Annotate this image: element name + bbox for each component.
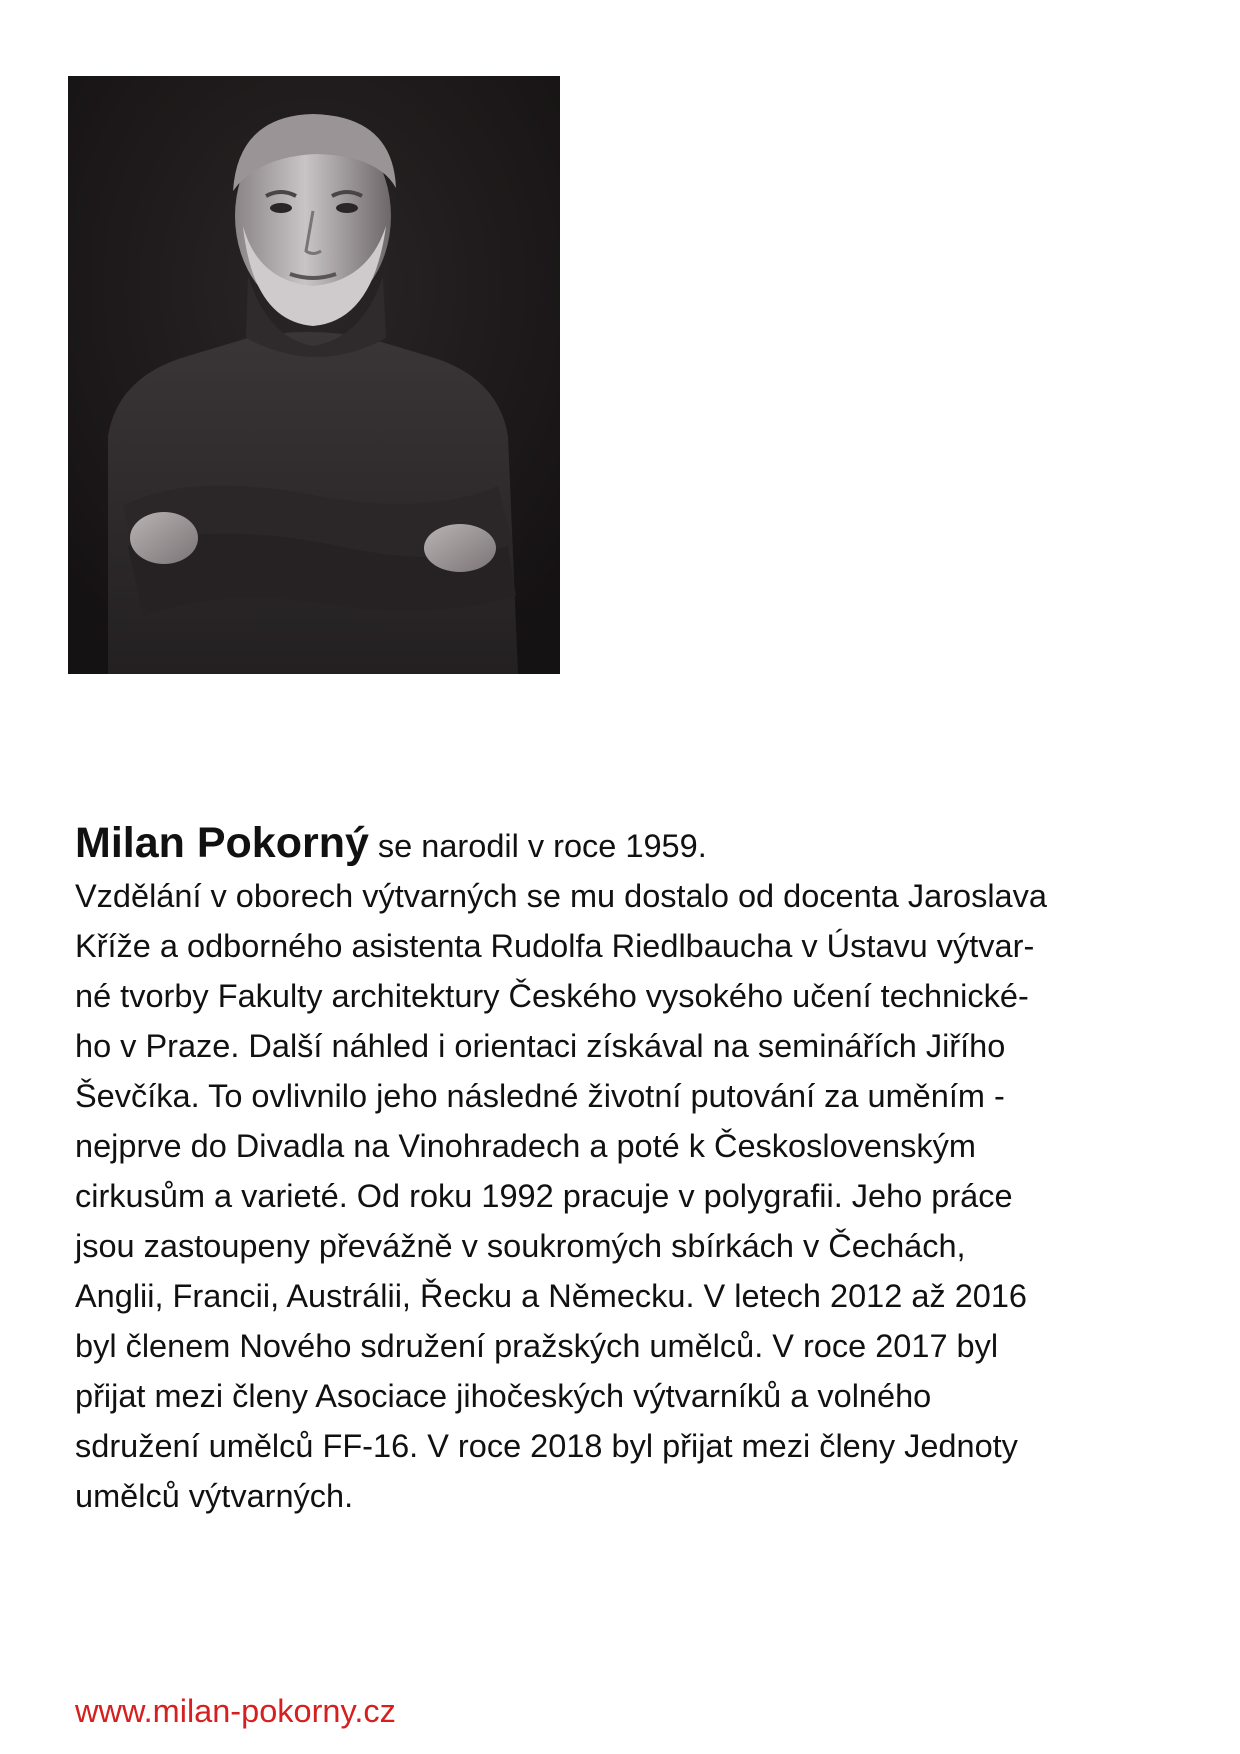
portrait-photo — [68, 76, 560, 674]
bio-line: nejprve do Divadla na Vinohradech a poté k Československým — [75, 1128, 976, 1164]
website-link[interactable]: www.milan-pokorny.cz — [75, 1693, 396, 1729]
bio-line: Ševčíka. To ovlivnilo jeho následné životní putování za uměním - — [75, 1078, 1005, 1114]
bio-lead-text: se narodil v roce 1959. — [368, 828, 707, 864]
bio-line: Kříže a odborného asistenta Rudolfa Riedlbaucha v Ústavu výtvar- — [75, 928, 1035, 964]
bio-lead — [75, 818, 1155, 871]
biography — [75, 818, 1155, 1521]
portrait-photo-icon — [68, 76, 560, 674]
bio-line: jsou zastoupeny převážně v soukromých sbírkách v Čechách, — [75, 1228, 966, 1264]
artist-name: Milan Pokorný — [75, 819, 369, 867]
bio-line: přijat mezi členy Asociace jihočeských výtvarníků a volného — [75, 1378, 932, 1414]
bio-line: cirkusům a varieté. Od roku 1992 pracuje v polygrafii. Jeho práce — [75, 1178, 1013, 1214]
bio-line: ho v Praze. Další náhled i orientaci získával na seminářích Jiřího — [75, 1028, 1006, 1064]
bio-line: umělců výtvarných. — [75, 1478, 354, 1514]
bio-line: Vzdělání v oborech výtvarných se mu dostalo od docenta Jaroslava — [75, 878, 1047, 914]
bio-line: né tvorby Fakulty architektury Českého vysokého učení technické- — [75, 978, 1029, 1014]
bio-line: byl členem Nového sdružení pražských umělců. V roce 2017 byl — [75, 1328, 999, 1364]
bio-line: sdružení umělců FF-16. V roce 2018 byl přijat mezi členy Jednoty — [75, 1428, 1018, 1464]
bio-line: Anglii, Francii, Austrálii, Řecku a Německu. V letech 2012 až 2016 — [75, 1278, 1028, 1314]
